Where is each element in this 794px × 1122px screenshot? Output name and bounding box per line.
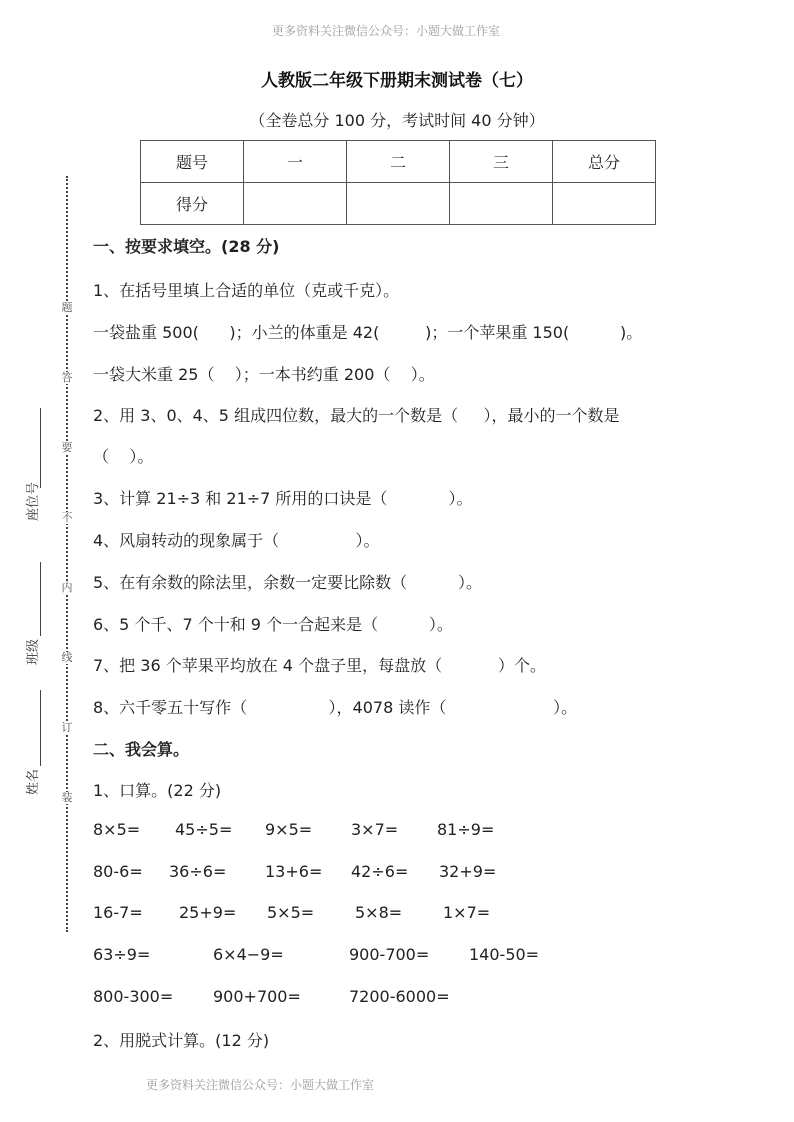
score-table-score-row <box>141 183 656 225</box>
binding-char: 要 <box>61 441 73 454</box>
calc-item: 5×5= <box>267 903 315 922</box>
subsection-step-calculation: 2、用脱式计算。(12 分) <box>93 1031 270 1050</box>
binding-char: 订 <box>61 721 73 734</box>
calc-row <box>93 820 713 840</box>
score-header-cell: 二 <box>347 141 450 183</box>
calc-item: 140-50= <box>469 945 540 964</box>
calc-row <box>93 987 713 1007</box>
calc-item: 32+9= <box>439 862 497 881</box>
binding-char: 答 <box>61 371 73 384</box>
calc-item: 9×5= <box>265 820 313 839</box>
calc-item: 6×4−9= <box>213 945 284 964</box>
score-cell-3[interactable] <box>450 183 553 225</box>
calc-item: 900+700= <box>213 987 301 1006</box>
section-1-heading: 一、按要求填空。(28 分) <box>93 237 280 256</box>
calc-row <box>93 945 713 965</box>
question-line: （ ）。 <box>93 447 154 466</box>
score-header-cell: 三 <box>450 141 553 183</box>
binding-char: 题 <box>61 301 73 314</box>
question-line: 7、把 36 个苹果平均放在 4 个盘子里，每盘放（ ）个。 <box>93 656 547 675</box>
score-header-cell: 总分 <box>553 141 656 183</box>
calc-item: 3×7= <box>351 820 399 839</box>
section-2-heading: 二、我会算。 <box>93 740 190 759</box>
calc-item: 16-7= <box>93 903 143 922</box>
question-line: 1、在括号里填上合适的单位（克或千克）。 <box>93 281 400 300</box>
question-line: 8、六千零五十写作（ ），4078 读作（ ）。 <box>93 698 578 717</box>
calc-item: 800-300= <box>93 987 174 1006</box>
score-table <box>140 140 656 225</box>
calc-item: 36÷6= <box>169 862 227 881</box>
score-cell-1[interactable] <box>244 183 347 225</box>
calc-item: 900-700= <box>349 945 430 964</box>
score-table-header-row <box>141 141 656 183</box>
calc-item: 81÷9= <box>437 820 495 839</box>
calc-row <box>93 862 713 882</box>
calc-item: 8×5= <box>93 820 141 839</box>
calc-item: 45÷5= <box>175 820 233 839</box>
name-label: 姓名 <box>26 768 41 795</box>
calc-row <box>93 903 713 923</box>
watermark-top: 更多资料关注微信公众号：小题大做工作室 <box>272 24 501 38</box>
binding-char: 内 <box>61 581 73 594</box>
class-label: 班级 <box>26 638 41 665</box>
score-header-cell: 题号 <box>141 141 244 183</box>
score-cell-2[interactable] <box>347 183 450 225</box>
calc-item: 1×7= <box>443 903 491 922</box>
question-line: 一袋大米重 25（ ）；一本书约重 200（ ）。 <box>93 365 435 384</box>
score-row-label: 得分 <box>141 183 244 225</box>
question-line: 5、在有余数的除法里，余数一定要比除数（ ）。 <box>93 573 483 592</box>
page-subtitle: （全卷总分 100 分，考试时间 40 分钟） <box>249 111 545 130</box>
seat-number-label: 座位号 <box>26 481 41 521</box>
calc-item: 63÷9= <box>93 945 151 964</box>
question-line: 4、风扇转动的现象属于（ ）。 <box>93 531 380 550</box>
name-line <box>40 690 41 766</box>
subsection-mental-math: 1、口算。(22 分) <box>93 781 222 800</box>
question-line: 一袋盐重 500( )；小兰的体重是 42( )；一个苹果重 150( )。 <box>93 323 643 342</box>
score-header-cell: 一 <box>244 141 347 183</box>
watermark-bottom: 更多资料关注微信公众号：小题大做工作室 <box>146 1078 375 1092</box>
question-line: 3、计算 21÷3 和 21÷7 所用的口诀是（ ）。 <box>93 489 473 508</box>
binding-dotted-line <box>66 176 68 932</box>
binding-char: 不 <box>61 511 73 524</box>
question-line: 6、5 个千、7 个十和 9 个一合起来是（ ）。 <box>93 615 453 634</box>
calc-item: 80-6= <box>93 862 143 881</box>
binding-char: 线 <box>61 651 73 664</box>
score-cell-total[interactable] <box>553 183 656 225</box>
calc-item: 7200-6000= <box>349 987 450 1006</box>
calc-item: 25+9= <box>179 903 237 922</box>
class-line <box>40 562 41 636</box>
binding-char: 装 <box>61 791 73 804</box>
calc-item: 13+6= <box>265 862 323 881</box>
calc-item: 42÷6= <box>351 862 409 881</box>
page-title: 人教版二年级下册期末测试卷（七） <box>261 71 533 91</box>
calc-item: 5×8= <box>355 903 403 922</box>
seat-number-line <box>40 408 41 488</box>
question-line: 2、用 3、0、4、5 组成四位数，最大的一个数是（ ），最小的一个数是 <box>93 406 620 425</box>
